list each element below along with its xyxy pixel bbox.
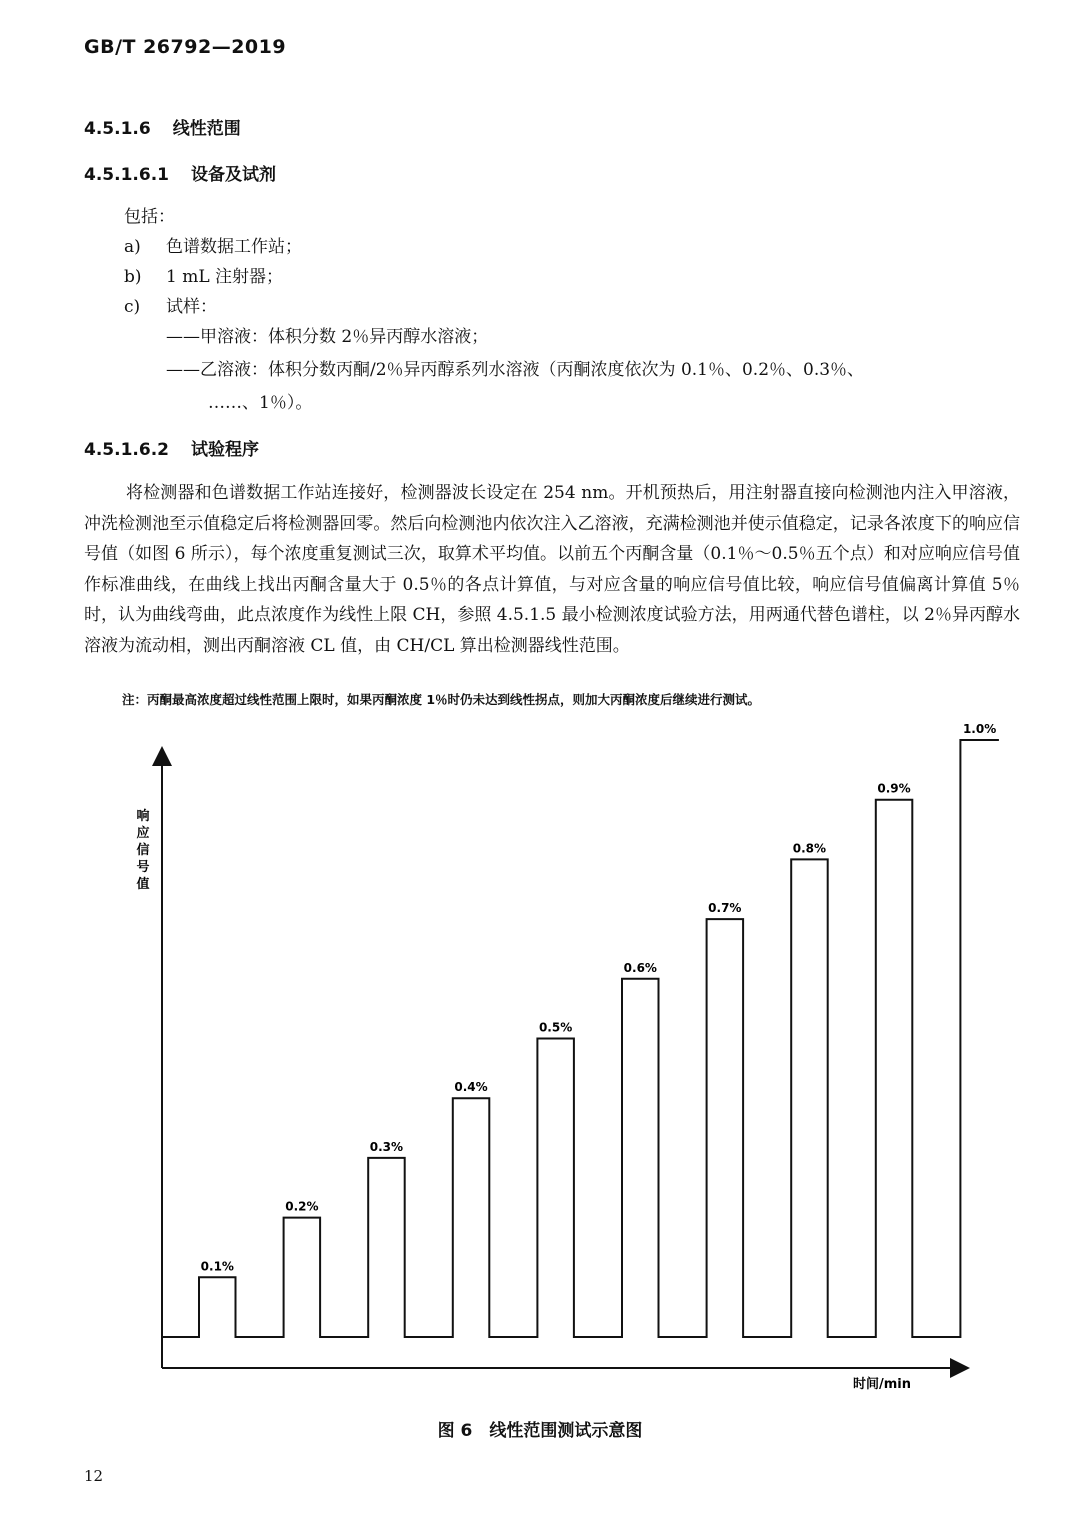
list-marker: b) (124, 267, 142, 287)
standard-code: GB/T 26792—2019 (84, 36, 287, 58)
ylabel-char: 响 (136, 809, 150, 824)
sample-b-continued: ……、1％）。 (208, 393, 313, 413)
step-label: 0.9% (877, 781, 911, 796)
ylabel-char: 应 (136, 826, 150, 841)
list-marker: a) (124, 237, 141, 257)
step-label: 0.6% (623, 960, 657, 975)
step-label: 0.3% (369, 1139, 404, 1154)
page-number: 12 (84, 1467, 104, 1485)
step-labels (201, 722, 997, 1273)
procedure-paragraph: 将检测器和色谱数据工作站连接好，检测器波长设定在 254 nm。开机预热后，用注射器直接向检测池内注入甲溶液，冲洗检测池至示值稳定后将检测器回零。然后向检测池内依次注入乙溶液，充满检测池并使示值稳定，记录各浓度下的响应信号值（如图 6 所示），每个浓度重复测试三次，取算术平均值。以前五个丙酮含量（0.1％～0.5％五个点）和对应响应信号值作标准曲线，在曲线上找出丙酮含量大于 0.5％的各点计算值，与对应含量的响应信号值比较，响应信号值偏离计算值 5％时，认为曲线弯曲，此点浓度作为线性上限 CH，参照 4.5.1.5 最小检测浓度试验方法，用两通代替色谱柱，以 2％异丙醇水溶液为流动相，测出丙酮溶液 CL 值，由 CH/CL 算出检测器线性范围。 (84, 483, 1020, 656)
step-label: 0.1% (200, 1259, 234, 1274)
equipment-intro: 包括： (124, 207, 175, 227)
list-text: 试样： (166, 297, 217, 317)
list-text: 色谱数据工作站； (166, 237, 302, 257)
step-label: 1.0% (962, 722, 997, 736)
ylabel-char: 号 (136, 860, 150, 875)
section-number: 4.5.1.6 (84, 119, 151, 139)
list-marker: c) (124, 297, 141, 317)
ylabel-char: 值 (136, 877, 150, 892)
step-label: 0.8% (792, 841, 827, 856)
section-title: 线性范围 (172, 119, 241, 139)
procedure-note: 注：丙酮最高浓度超过线性范围上限时，如果丙酮浓度 1％时仍未达到线性拐点，则加大丙酮浓度后继续进行测试。 (122, 692, 761, 707)
list-text: 1 mL 注射器； (166, 267, 284, 287)
step-label: 0.2% (285, 1199, 319, 1214)
svg-text:响应信号值 (135, 808, 149, 892)
y-axis-label (135, 808, 149, 892)
ylabel-char: 信 (136, 843, 150, 858)
figure-caption: 图 6 线性范围测试示意图 (437, 1421, 643, 1441)
sample-b: ——乙溶液：体积分数丙酮/2％异丙醇系列水溶液（丙酮浓度依次为 0.1％、0.2％、0.3％、 (166, 360, 865, 380)
step-label: 0.7% (708, 901, 742, 916)
sample-a: ——甲溶液：体积分数 2％异丙醇水溶液； (166, 327, 489, 347)
step-label: 0.4% (454, 1080, 488, 1095)
step-label: 0.5% (538, 1020, 573, 1035)
signal-trace (162, 740, 999, 1337)
x-axis-label: 时间/min (852, 1377, 912, 1392)
section-number: 4.5.1.6.1 (84, 165, 169, 185)
section-title: 设备及试剂 (190, 165, 276, 185)
section-title: 试验程序 (190, 440, 259, 460)
section-number: 4.5.1.6.2 (84, 440, 169, 460)
